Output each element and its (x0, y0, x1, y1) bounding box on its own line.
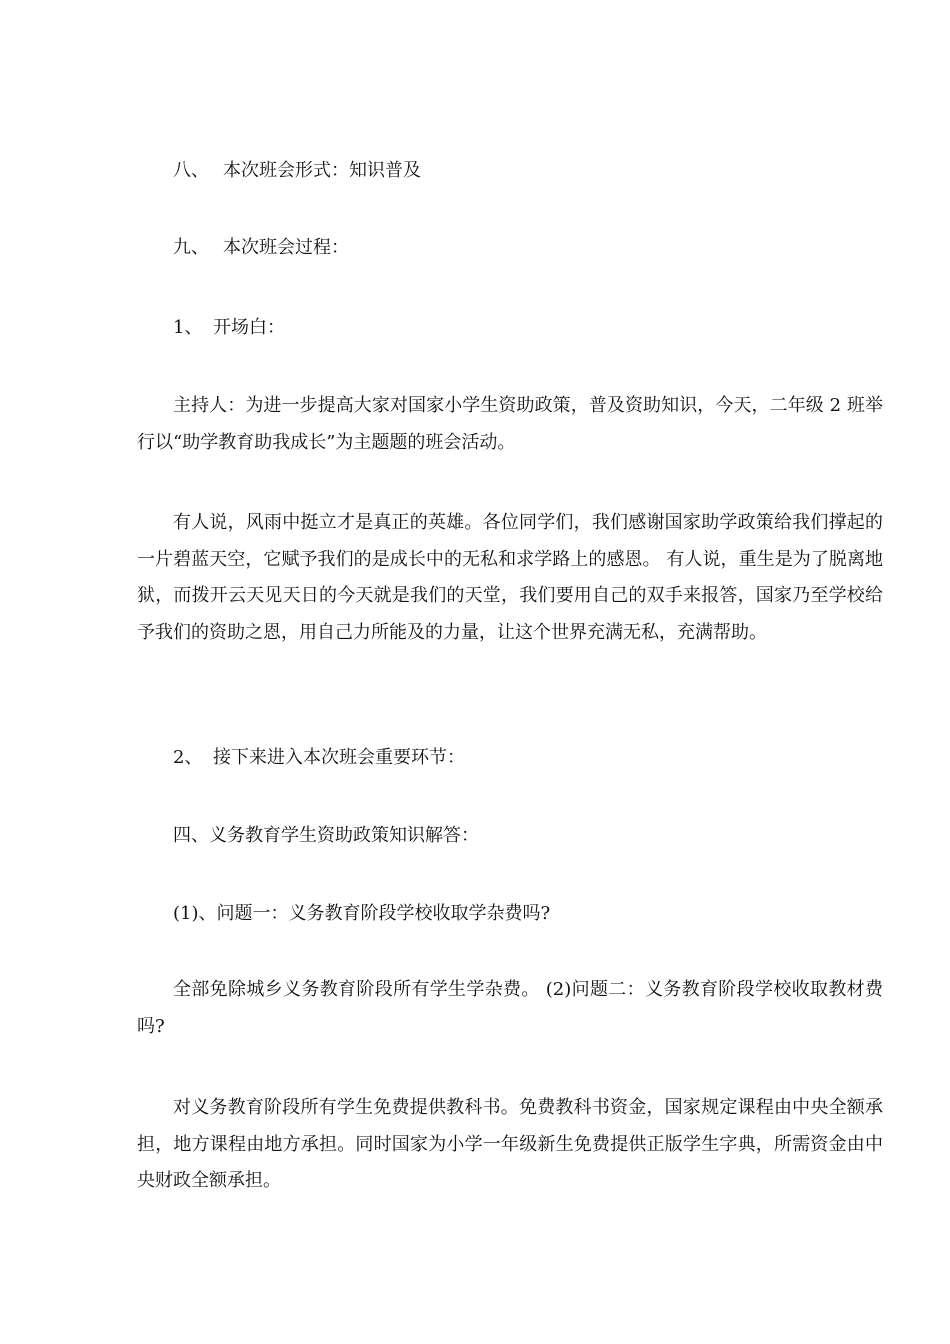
heading-class-format (173, 153, 421, 189)
subheading-text: 接下来进入本次班会重要环节： (213, 747, 465, 768)
heading-number: 八、 (173, 160, 209, 181)
paragraph-host-intro: 主持人：为进一步提高大家对国家小学生资助政策，普及资助知识，今天，二年级 2 班举行以“助学教育助我成长”为主题题的班会活动。 (137, 395, 883, 453)
heading-number: 九、 (173, 237, 209, 258)
paragraph-answer-one: 全部免除城乡义务教育阶段所有学生学杂费。 (2)问题二：义务教育阶段学校收取教材费吗? (137, 979, 883, 1037)
heading-policy-qa: 四、义务教育学生资助政策知识解答： (173, 825, 479, 846)
subheading-text: 开场白： (213, 317, 285, 338)
paragraph-some-say: 有人说，风雨中挺立才是真正的英雄。各位同学们，我们感谢国家助学政策给我们撑起的一片碧蓝天空，它赋予我们的是成长中的无私和求学路上的感恩。 有人说，重生是为了脱离地狱，而拨开云天见天日的今天就是我们的天堂，我们要用自己的双手来报答，国家乃至学校给予我们的资助之恩，用自己力所能及的力量，让这个世界充满无私，充满帮助。 (137, 512, 883, 643)
heading-class-process (173, 230, 349, 266)
subheading-number: 1、 (173, 317, 203, 338)
subheading-number: 2、 (173, 747, 203, 768)
heading-text: 本次班会形式：知识普及 (223, 160, 421, 181)
paragraph-answer-two: 对义务教育阶段所有学生免费提供教科书。免费教科书资金，国家规定课程由中央全额承担，地方课程由地方承担。同时国家为小学一年级新生免费提供正版学生字典，所需资金由中央财政全额承担。 (137, 1097, 883, 1191)
heading-text: 本次班会过程： (223, 237, 349, 258)
subheading-next-section (173, 740, 465, 776)
question-one: (1)、问题一：义务教育阶段学校收取学杂费吗? (173, 903, 551, 924)
subheading-opening (173, 310, 285, 346)
